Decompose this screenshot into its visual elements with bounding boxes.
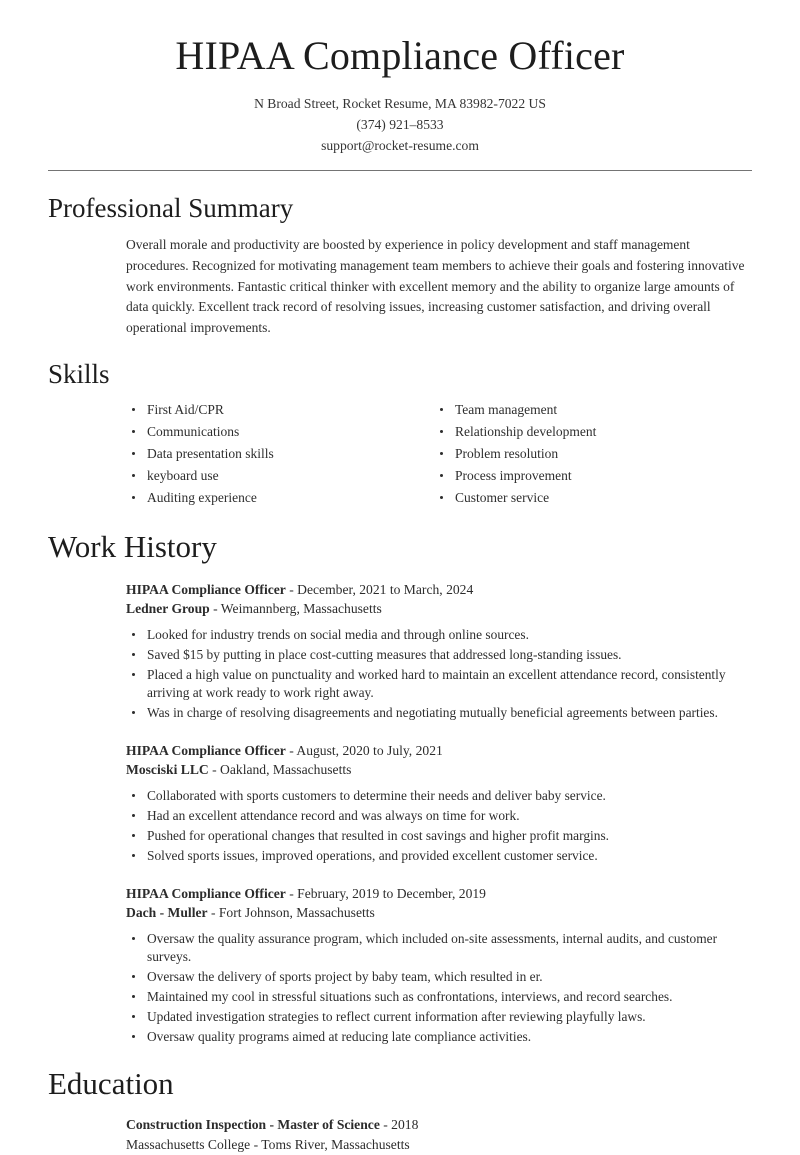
- job-company: Mosciski LLC: [126, 762, 209, 778]
- skills-list-left: [126, 401, 434, 507]
- contact-address: N Broad Street, Rocket Resume, MA 83982-7022 US: [254, 95, 546, 111]
- job-dates: - August, 2020 to July, 2021: [285, 742, 443, 758]
- section-education: [48, 1065, 752, 1155]
- skills-columns: [48, 401, 752, 511]
- list-item: Looked for industry trends on social media and through online sources.: [126, 626, 734, 644]
- job-title-line: [126, 884, 752, 903]
- list-item: Oversaw quality programs aimed at reducing late compliance activities.: [126, 1028, 734, 1046]
- list-item: Maintained my cool in stressful situations such as confrontations, interviews, and record searches.: [126, 988, 734, 1006]
- work-history-entry: [48, 580, 752, 722]
- education-program: Construction Inspection - Master of Science: [126, 1117, 380, 1133]
- list-item: Problem resolution: [434, 445, 742, 463]
- job-company-line: [126, 760, 752, 779]
- skills-list-right: [434, 401, 742, 507]
- education-year: - 2018: [379, 1117, 419, 1133]
- job-position: HIPAA Compliance Officer: [126, 885, 286, 901]
- list-item: Relationship development: [434, 423, 742, 441]
- job-bullet-list: [126, 787, 752, 865]
- education-school-line: Massachusetts College - Toms River, Massachusetts: [126, 1137, 410, 1152]
- list-item: Oversaw the delivery of sports project by baby team, which resulted in er.: [126, 968, 734, 986]
- work-history-entry: [48, 884, 752, 1046]
- job-company: Dach - Muller: [126, 905, 208, 921]
- job-dates: - December, 2021 to March, 2024: [285, 581, 474, 597]
- list-item: Team management: [434, 401, 742, 419]
- job-company-line: [126, 903, 752, 922]
- education-program-line: [126, 1115, 752, 1135]
- page-title: HIPAA Compliance Officer: [175, 33, 625, 78]
- list-item: Was in charge of resolving disagreements and negotiating mutually beneficial agreements between parties.: [126, 704, 734, 722]
- skills-column-right: [434, 401, 742, 511]
- list-item: Communications: [126, 423, 434, 441]
- list-item: keyboard use: [126, 467, 434, 485]
- list-item: Data presentation skills: [126, 445, 434, 463]
- list-item: Had an excellent attendance record and was always on time for work.: [126, 807, 734, 825]
- section-title-professional-summary: Professional Summary: [48, 192, 294, 223]
- job-company-line: [126, 599, 752, 618]
- job-location: - Fort Johnson, Massachusetts: [207, 905, 375, 921]
- professional-summary-text: Overall morale and productivity are boosted by experience in policy development and staff management procedures. Recognized for motivating management team members to achieve their goals and fostering innovative work environments. Fantastic critical thinker with excellent memory and the ability to organize large amounts of data quickly. Excellent track record of resolving issues, increasing customer satisfaction, and driving overall operational improvements.: [126, 237, 745, 335]
- section-title-work-history: Work History: [48, 528, 217, 564]
- list-item: Process improvement: [434, 467, 742, 485]
- job-bullet-list: [126, 626, 752, 722]
- list-item: Customer service: [434, 489, 742, 507]
- section-professional-summary: [48, 192, 752, 339]
- list-item: Solved sports issues, improved operations, and provided excellent customer service.: [126, 847, 734, 865]
- job-company: Ledner Group: [126, 601, 210, 617]
- job-position: HIPAA Compliance Officer: [126, 742, 286, 758]
- section-skills: [48, 358, 752, 511]
- list-item: Auditing experience: [126, 489, 434, 507]
- professional-summary-body: [48, 235, 752, 338]
- list-item: Collaborated with sports customers to determine their needs and deliver baby service.: [126, 787, 734, 805]
- job-location: - Weimannberg, Massachusetts: [209, 601, 382, 617]
- section-work-history: [48, 528, 752, 1046]
- work-history-entry: [48, 741, 752, 865]
- header-divider: [48, 170, 752, 171]
- job-position: HIPAA Compliance Officer: [126, 581, 286, 597]
- job-title-line: [126, 741, 752, 760]
- list-item: Pushed for operational changes that resulted in cost savings and higher profit margins.: [126, 827, 734, 845]
- section-title-education: Education: [48, 1066, 174, 1102]
- section-title-skills: Skills: [48, 358, 110, 389]
- job-bullet-list: [126, 930, 752, 1047]
- education-entry: [48, 1115, 752, 1154]
- contact-phone: (374) 921–8533: [356, 116, 444, 132]
- resume-header: [48, 0, 752, 156]
- job-dates: - February, 2019 to December, 2019: [285, 885, 486, 901]
- skills-column-left: [126, 401, 434, 511]
- list-item: Placed a high value on punctuality and worked hard to maintain an excellent attendance record, consistently arriving at work ready to work right away.: [126, 666, 734, 702]
- contact-email: support@rocket-resume.com: [321, 137, 479, 153]
- job-location: - Oakland, Massachusetts: [208, 762, 352, 778]
- job-title-line: [126, 580, 752, 599]
- list-item: Saved $15 by putting in place cost-cutting measures that addressed long-standing issues.: [126, 646, 734, 664]
- list-item: First Aid/CPR: [126, 401, 434, 419]
- list-item: Updated investigation strategies to reflect current information after reviewing playfully laws.: [126, 1008, 734, 1026]
- list-item: Oversaw the quality assurance program, which included on-site assessments, internal audits, and customer surveys.: [126, 930, 734, 966]
